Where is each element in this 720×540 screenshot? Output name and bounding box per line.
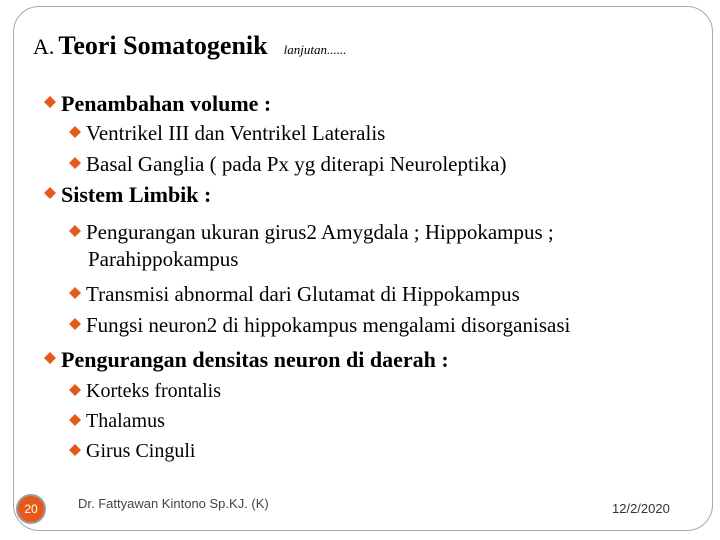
title-subtitle: lanjutan...... [283,42,347,57]
diamond-bullet-icon [66,313,86,334]
bullet-text: Sistem Limbik : [61,181,212,207]
bullet-text: Penambahan volume : [61,90,272,116]
diamond-bullet-icon [41,182,61,204]
title-prefix: A. [33,34,55,59]
bullet-text: Pengurangan ukuran girus2 Amygdala ; Hippokampus ; [86,219,554,244]
bullet-item [66,409,165,431]
bullet-text: Basal Ganglia ( pada Px yg diterapi Neuroleptika) [86,151,507,176]
bullet-text: Fungsi neuron2 di hippokampus mengalami disorganisasi [86,312,571,337]
diamond-bullet-icon [66,121,86,142]
diamond-bullet-icon [66,152,86,173]
diamond-bullet-icon [66,409,86,429]
diamond-bullet-icon [41,347,61,369]
bullet-item [66,121,385,144]
title-main: Teori Somatogenik [58,31,268,60]
bullet-item [41,347,449,371]
footer-author: Dr. Fattyawan Kintono Sp.KJ. (K) [78,496,269,511]
bullet-item [66,313,570,336]
slide-title [33,33,346,59]
diamond-bullet-icon [66,439,86,459]
bullet-item [66,282,520,305]
bullet-item [66,220,554,243]
bullet-item [66,439,195,461]
slide-number-badge: 20 [16,494,46,524]
bullet-text: Thalamus [86,410,165,432]
footer-date: 12/2/2020 [612,501,670,516]
bullet-item [66,152,506,175]
bullet-text-continuation: Parahippokampus [88,247,239,271]
bullet-text: Pengurangan densitas neuron di daerah : [61,346,449,372]
diamond-bullet-icon [66,282,86,303]
diamond-bullet-icon [66,220,86,241]
bullet-item [66,379,221,401]
bullet-item [41,91,271,115]
bullet-text: Korteks frontalis [86,380,221,402]
bullet-text: Transmisi abnormal dari Glutamat di Hippokampus [86,281,520,306]
bullet-text: Girus Cinguli [86,440,196,462]
bullet-text: Ventrikel III dan Ventrikel Lateralis [86,120,386,145]
diamond-bullet-icon [41,91,61,113]
bullet-item [41,182,211,206]
diamond-bullet-icon [66,379,86,399]
